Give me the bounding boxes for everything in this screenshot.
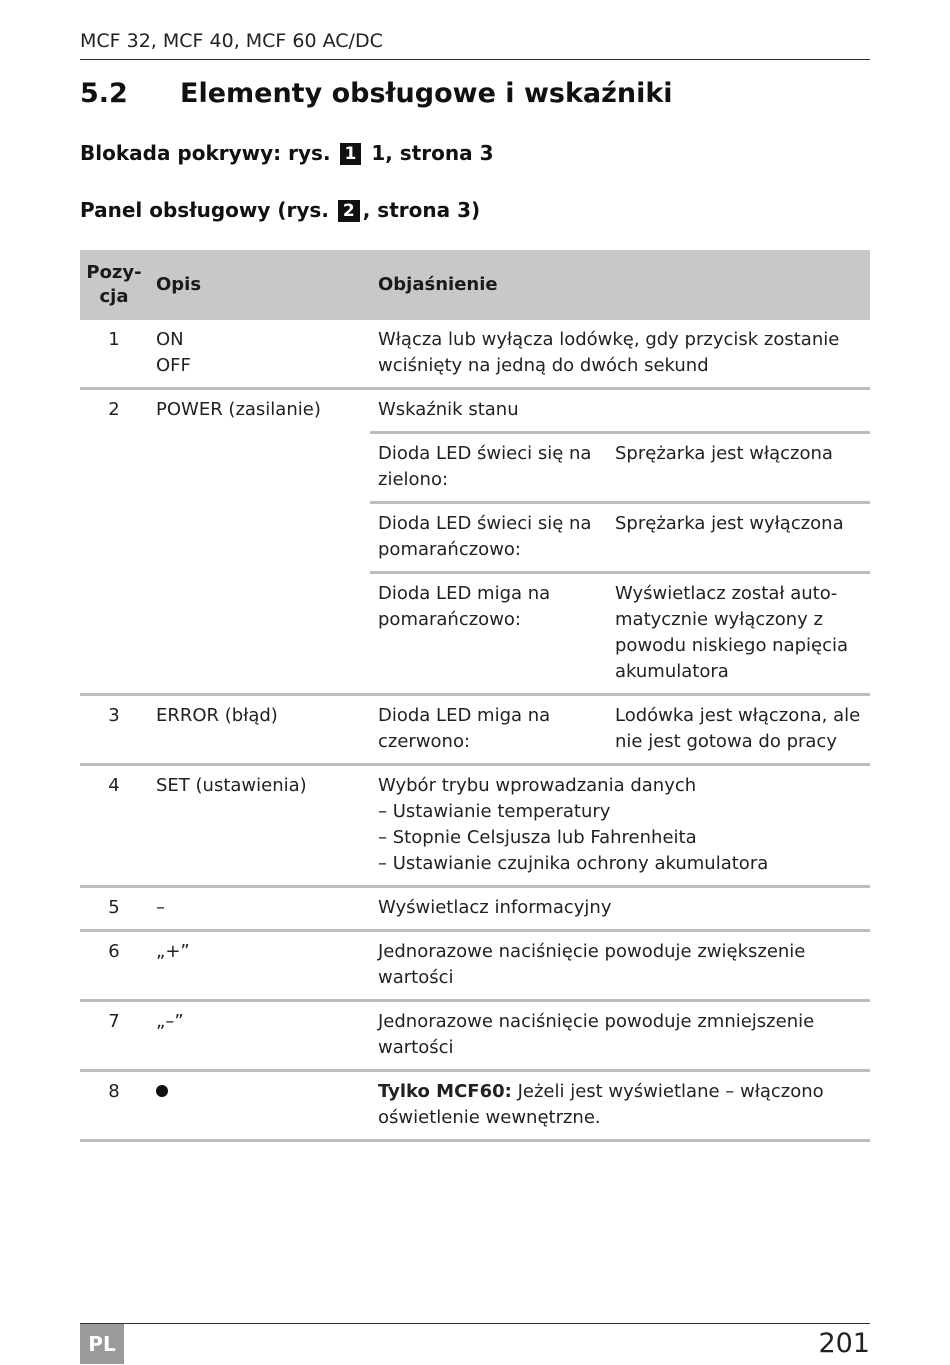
header-models: MCF 32, MCF 40, MCF 60 AC/DC	[80, 30, 383, 52]
header-description: Opis	[148, 250, 370, 320]
section-number: 5.2	[80, 78, 128, 109]
led-condition: Dioda LED świeci się na pomarańczowo:	[370, 503, 607, 573]
footer-rule	[80, 1323, 870, 1324]
row-position: 2	[80, 389, 148, 695]
led-result: Wyświetlacz został automatycznie wyłączony z powodu niskiego napięcia akumulatora	[607, 573, 870, 695]
row-description: ON OFF	[148, 320, 370, 389]
row-description: POWER (zasilanie)	[148, 389, 370, 695]
lid-lock-heading	[80, 141, 494, 165]
lid-lock-suffix: 1, strona 3	[371, 141, 494, 165]
row-position: 7	[80, 1001, 148, 1071]
row-position: 8	[80, 1071, 148, 1141]
row-position: 6	[80, 931, 148, 1001]
panel-heading	[80, 198, 480, 222]
table-row	[80, 389, 870, 433]
row-position: 3	[80, 695, 148, 765]
led-result: Sprężarka jest wyłączona	[607, 503, 870, 573]
row-explanation: Wyświetlacz informacyjny	[370, 887, 870, 931]
panel-suffix: , strona 3)	[362, 198, 481, 222]
table-row	[80, 931, 870, 1001]
row-description: „–”	[148, 1001, 370, 1071]
table-row	[80, 320, 870, 389]
row-explanation: Włącza lub wyłącza lodówkę, gdy przycisk zostanie wciśnięty na jedną do dwóch sekund	[370, 320, 870, 389]
controls-table	[80, 250, 870, 1142]
row-position: 5	[80, 887, 148, 931]
row-description: SET (ustawienia)	[148, 765, 370, 887]
table-row	[80, 887, 870, 931]
table-row	[80, 1001, 870, 1071]
row-explanation: Wskaźnik stanu	[370, 389, 870, 433]
language-badge: PL	[80, 1324, 124, 1364]
led-result: Lodówka jest włączona, ale nie jest gotowa do pracy	[607, 695, 870, 765]
row-description: „+”	[148, 931, 370, 1001]
led-result: Sprężarka jest włączona	[607, 433, 870, 503]
row-position: 4	[80, 765, 148, 887]
model-note-label: Tylko MCF60:	[378, 1081, 512, 1102]
figure-badge-2: 2	[338, 200, 360, 222]
section-title	[80, 78, 673, 109]
row-description	[148, 1071, 370, 1141]
row-explanation: Jednorazowe naciśnięcie powoduje zmniejszenie wartości	[370, 1001, 870, 1071]
led-condition: Dioda LED świeci się na zielono:	[370, 433, 607, 503]
header-explanation: Objaśnienie	[370, 250, 870, 320]
table-row	[80, 1071, 870, 1141]
row-description: ERROR (błąd)	[148, 695, 370, 765]
row-explanation: Tylko MCF60: Jeżeli jest wyświetlane – włączono oświetlenie wewnętrzne.	[370, 1071, 870, 1141]
row-description: –	[148, 887, 370, 931]
figure-badge-1: 1	[340, 143, 362, 165]
page-number: 201	[818, 1328, 870, 1359]
row-explanation: Jednorazowe naciśnięcie powoduje zwiększenie wartości	[370, 931, 870, 1001]
section-title-text: Elementy obsługowe i wskaźniki	[180, 78, 673, 109]
panel-prefix: Panel obsługowy (rys.	[80, 198, 329, 222]
row-position: 1	[80, 320, 148, 389]
table-row	[80, 765, 870, 887]
header-rule	[80, 59, 870, 60]
led-condition: Dioda LED miga na czerwono:	[370, 695, 607, 765]
bullet-icon	[156, 1085, 168, 1097]
table-header-row	[80, 250, 870, 320]
lid-lock-prefix: Blokada pokrywy: rys.	[80, 141, 331, 165]
header-position: Pozy- cja	[80, 250, 148, 320]
table-row	[80, 695, 870, 765]
led-condition: Dioda LED miga na pomarańczowo:	[370, 573, 607, 695]
row-explanation: Wybór trybu wprowadzania danych – Ustawianie temperatury – Stopnie Celsjusza lub Fahrenheita – Ustawianie czujnika ochrony akumulatora	[370, 765, 870, 887]
